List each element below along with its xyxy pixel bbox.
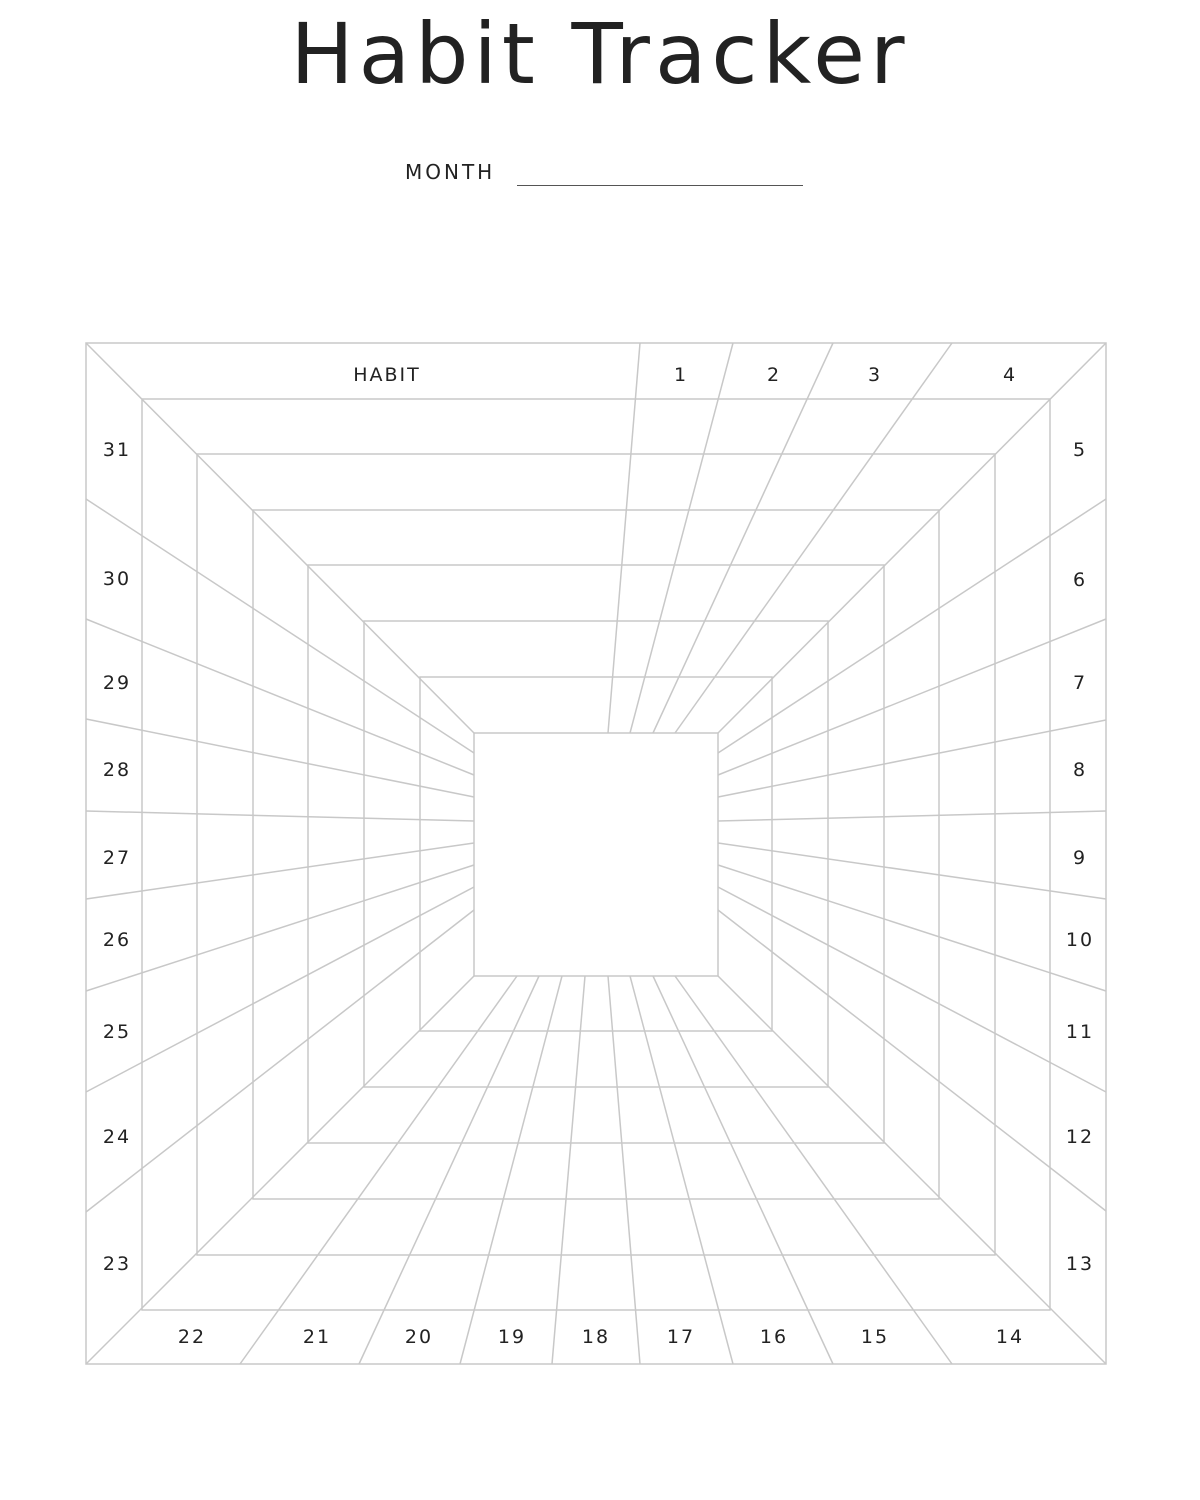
day-label-26: 26 xyxy=(102,929,132,951)
day-label-28: 28 xyxy=(102,759,132,781)
grid-radial-top xyxy=(608,343,640,733)
day-label-7: 7 xyxy=(1072,672,1088,694)
grid-radial-bottom xyxy=(552,976,585,1364)
grid-radial-right xyxy=(718,865,1106,991)
day-label-15: 15 xyxy=(860,1326,890,1348)
page-title: Habit Tracker xyxy=(290,5,910,103)
day-label-1: 1 xyxy=(673,364,689,386)
habit-column-header: HABIT xyxy=(353,364,421,386)
grid-radial-left xyxy=(86,811,474,821)
day-label-22: 22 xyxy=(177,1326,207,1348)
grid-radial-bottom xyxy=(675,976,952,1364)
grid-radial-right xyxy=(718,843,1106,899)
day-label-11: 11 xyxy=(1065,1021,1095,1043)
day-label-5: 5 xyxy=(1072,439,1088,461)
day-label-10: 10 xyxy=(1065,929,1095,951)
grid-radial-left xyxy=(86,865,474,991)
grid-radial-bottom xyxy=(359,976,539,1364)
day-label-19: 19 xyxy=(497,1326,527,1348)
grid-radial-bottom xyxy=(608,976,640,1364)
grid-corner-diagonal xyxy=(718,343,1106,733)
grid-lines xyxy=(86,343,1106,1364)
grid-corner-diagonal xyxy=(718,976,1106,1364)
grid-radial-bottom xyxy=(630,976,733,1364)
day-label-3: 3 xyxy=(867,364,883,386)
grid-radial-top xyxy=(630,343,733,733)
day-label-4: 4 xyxy=(1002,364,1018,386)
day-label-2: 2 xyxy=(766,364,782,386)
grid-radial-top xyxy=(653,343,833,733)
day-labels xyxy=(103,364,1094,1348)
day-label-13: 13 xyxy=(1065,1253,1095,1275)
day-label-25: 25 xyxy=(102,1021,132,1043)
grid-radial-left xyxy=(86,843,474,899)
grid-corner-diagonal xyxy=(86,343,474,733)
grid-radial-left xyxy=(86,719,474,797)
day-label-17: 17 xyxy=(666,1326,696,1348)
day-label-29: 29 xyxy=(102,672,132,694)
grid-center-square xyxy=(474,733,718,976)
day-label-6: 6 xyxy=(1072,569,1088,591)
grid-radial-right xyxy=(718,811,1106,821)
day-label-8: 8 xyxy=(1072,759,1088,781)
day-label-30: 30 xyxy=(102,568,132,590)
day-label-21: 21 xyxy=(302,1326,332,1348)
grid-corner-diagonal xyxy=(86,976,474,1364)
day-label-14: 14 xyxy=(995,1326,1025,1348)
day-label-24: 24 xyxy=(102,1126,132,1148)
day-label-20: 20 xyxy=(404,1326,434,1348)
day-label-9: 9 xyxy=(1072,847,1088,869)
grid-radial-bottom xyxy=(653,976,833,1364)
day-label-18: 18 xyxy=(581,1326,611,1348)
grid-radial-right xyxy=(718,720,1106,797)
month-label: MONTH xyxy=(405,160,496,184)
day-label-16: 16 xyxy=(759,1326,789,1348)
day-label-27: 27 xyxy=(102,847,132,869)
grid-radial-right xyxy=(718,619,1106,775)
day-label-31: 31 xyxy=(102,439,132,461)
grid-radial-left xyxy=(86,619,474,775)
grid-radial-top xyxy=(675,343,952,733)
day-label-23: 23 xyxy=(102,1253,132,1275)
day-label-12: 12 xyxy=(1065,1126,1095,1148)
